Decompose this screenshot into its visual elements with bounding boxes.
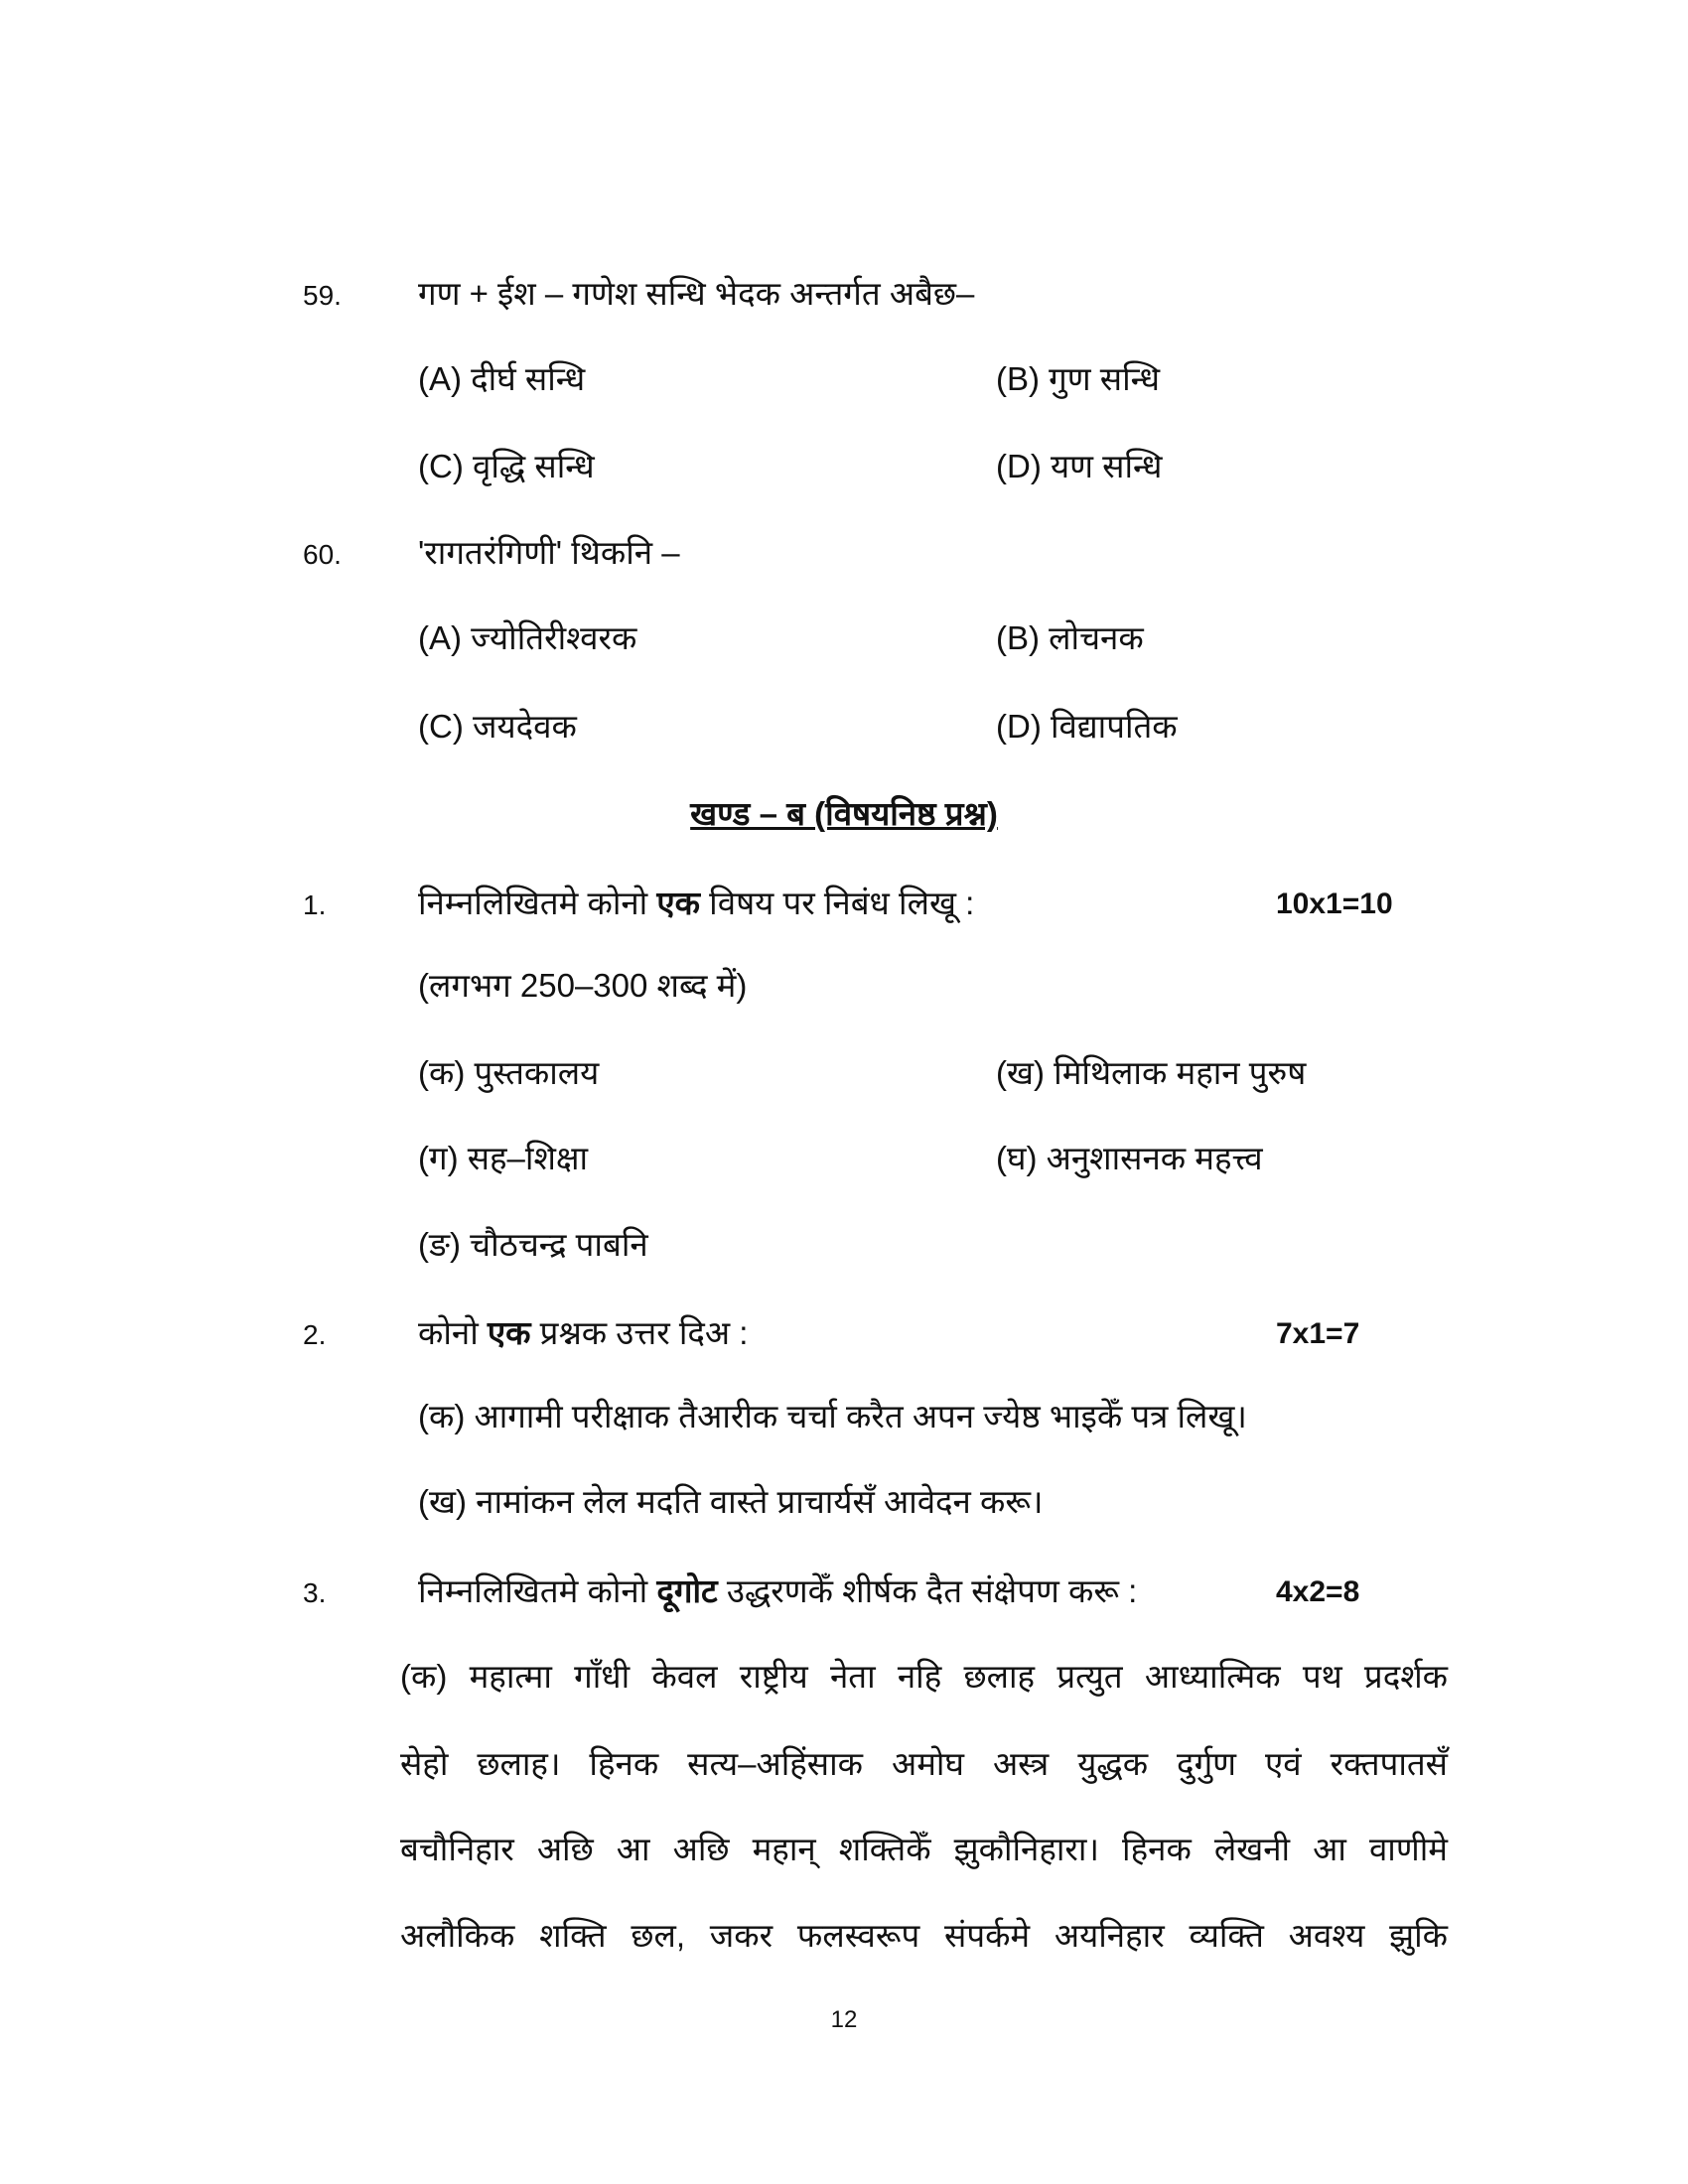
question-text	[418, 884, 974, 923]
passage-line: अलौकिक शक्ति छल, जकर फलस्वरूप संपर्कमे अयनिहार व्यक्ति अवश्य झुकि	[400, 1917, 1448, 1954]
question-number: 3.	[303, 1577, 327, 1608]
question-text: 'रागतरंगिणी' थिकनि –	[418, 534, 680, 571]
text-part: उद्धरणकेँ शीर्षक दैत संक्षेपण करू :	[717, 1572, 1138, 1609]
option-a: (A) ज्योतिरीश्वरक	[418, 619, 637, 656]
passage-line: बचौनिहार अछि आ अछि महान् शक्तिकेँ झुकौनिहारा। हिनक लेखनी आ वाणीमे	[400, 1831, 1448, 1867]
option-ga: (ग) सह–शिक्षा	[418, 1140, 589, 1176]
text-part: कोनो	[418, 1314, 488, 1351]
marks: 10x1=10	[1276, 887, 1393, 920]
question-number: 2.	[303, 1319, 327, 1350]
option-c: (C) जयदेवक	[418, 708, 577, 745]
text-part: निम्नलिखितमे कोनो	[418, 885, 657, 921]
text-part: प्रश्नक उत्तर दिअ :	[530, 1314, 749, 1351]
option-c: (C) वृद्धि सन्धि	[418, 448, 595, 484]
option-nga: (ङ) चौठचन्द्र पाबनि	[418, 1226, 648, 1263]
option-ka: (क) आगामी परीक्षाक तैआरीक चर्चा करैत अपन ज्येष्ठ भाइकेँ पत्र लिखू।	[418, 1398, 1247, 1434]
passage-line: सेहो छलाह। हिनक सत्य–अहिंसाक अमोघ अस्त्र युद्धक दुर्गुण एवं रक्तपातसँ	[400, 1745, 1448, 1782]
option-ka: (क) पुस्तकालय	[418, 1054, 600, 1091]
section-heading: खण्ड – ब (विषयनिष्ठ प्रश्न)	[690, 795, 998, 832]
option-kha: (ख) नामांकन लेल मदति वास्ते प्राचार्यसँ आवेदन करू।	[418, 1483, 1044, 1520]
word-limit-note: (लगभग 250–300 शब्द में)	[418, 967, 748, 1004]
text-part: निम्नलिखितमे कोनो	[418, 1572, 657, 1609]
option-kha: (ख) मिथिलाक महान पुरुष	[996, 1054, 1307, 1091]
question-number: 59.	[303, 280, 342, 311]
option-d: (D) विद्यापतिक	[996, 708, 1178, 745]
option-b: (B) लोचनक	[996, 619, 1144, 656]
option-d: (D) यण सन्धि	[996, 448, 1163, 484]
question-text	[418, 1313, 748, 1353]
option-a: (A) दीर्घ सन्धि	[418, 360, 586, 397]
question-text	[418, 1571, 1137, 1611]
marks: 4x2=8	[1276, 1575, 1360, 1608]
emphasis: दूगोट	[656, 1572, 718, 1609]
option-gha: (घ) अनुशासनक महत्त्व	[996, 1140, 1263, 1176]
text-part: विषय पर निबंध लिखू :	[700, 885, 975, 921]
emphasis: एक	[656, 885, 700, 921]
question-text: गण + ईश – गणेश सन्धि भेदक अन्तर्गत अबैछ–	[418, 275, 975, 312]
option-b: (B) गुण सन्धि	[996, 360, 1161, 397]
emphasis: एक	[487, 1314, 531, 1351]
question-number: 60.	[303, 539, 342, 570]
passage-line: (क) महात्मा गाँधी केवल राष्ट्रीय नेता नहि छलाह प्रत्युत आध्यात्मिक पथ प्रदर्शक	[400, 1658, 1448, 1695]
page-number: 12	[830, 2006, 858, 2033]
question-number: 1.	[303, 889, 327, 920]
marks: 7x1=7	[1276, 1317, 1360, 1350]
